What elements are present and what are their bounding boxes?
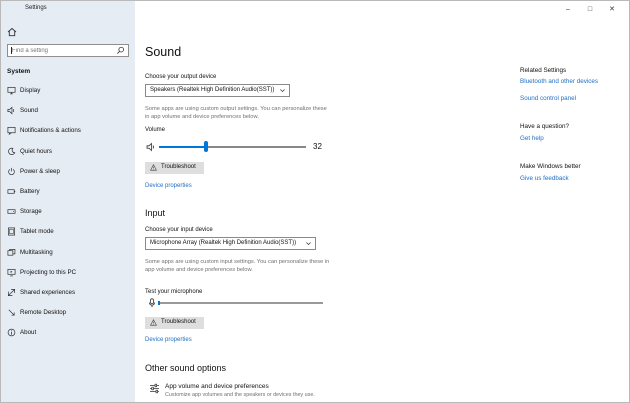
sidebar-item-label: Display — [20, 87, 41, 94]
app-volume-preferences-item[interactable] — [145, 382, 385, 402]
warning-icon — [150, 164, 157, 171]
sidebar-item-quiet-hours[interactable] — [1, 142, 135, 162]
sidebar-item-label: Tablet mode — [20, 228, 54, 236]
related-settings-heading: Related Settings — [520, 67, 567, 74]
input-device-label: Choose your input device — [145, 227, 213, 233]
equalizer-icon — [149, 383, 160, 394]
group-label-system: System — [7, 68, 31, 75]
maximize-button[interactable]: □ — [587, 5, 593, 13]
tablet-icon — [7, 227, 16, 236]
feedback-link[interactable]: Give us feedback — [520, 175, 569, 182]
sidebar-item-shared-experiences[interactable] — [1, 283, 135, 303]
sidebar-item-sound[interactable] — [1, 101, 135, 121]
chevron-down-icon — [279, 87, 286, 94]
sidebar-item-label: Storage — [20, 208, 42, 216]
output-device-properties-link[interactable]: Device properties — [145, 183, 192, 189]
search-icon[interactable] — [116, 46, 125, 55]
search-box[interactable] — [7, 44, 129, 57]
moon-icon — [7, 147, 16, 156]
input-device-value: Microphone Array (Realtek High Definition Audio(SST)) — [150, 240, 297, 246]
output-device-value: Speakers (Realtek High Definition Audio(SST)) — [150, 87, 275, 93]
sidebar-nav — [1, 81, 135, 343]
input-device-properties-link[interactable]: Device properties — [145, 337, 192, 343]
volume-label: Volume — [145, 127, 166, 133]
input-heading: Input — [145, 208, 166, 218]
volume-slider[interactable] — [159, 141, 306, 153]
projecting-icon — [7, 268, 16, 277]
sidebar-item-power-sleep[interactable] — [1, 162, 135, 182]
sidebar-item-projecting[interactable] — [1, 263, 135, 283]
make-windows-better-heading: Make Windows better — [520, 163, 581, 170]
sidebar-item-label: Multitasking — [20, 248, 53, 256]
sidebar-item-about[interactable] — [1, 323, 135, 343]
volume-thumb[interactable] — [204, 141, 208, 152]
sidebar-item-label: Sound — [20, 107, 38, 115]
sidebar-item-remote-desktop[interactable] — [1, 303, 135, 323]
notifications-icon — [7, 126, 16, 135]
sidebar — [1, 1, 135, 403]
app-volume-description: Customize app volumes and the speakers or devices they use. — [165, 392, 315, 398]
input-device-dropdown[interactable] — [145, 237, 316, 250]
sidebar-item-storage[interactable] — [1, 202, 135, 222]
sidebar-item-tablet-mode[interactable] — [1, 222, 135, 242]
sidebar-item-label: About — [20, 329, 37, 337]
sidebar-item-notifications[interactable] — [1, 121, 135, 141]
troubleshoot-label: Troubleshoot — [161, 319, 196, 325]
sidebar-item-label: Power & sleep — [20, 167, 60, 175]
shared-icon — [7, 288, 16, 297]
sound-control-panel-link[interactable]: Sound control panel — [520, 95, 577, 102]
storage-icon — [7, 207, 16, 216]
multitasking-icon — [7, 248, 16, 257]
volume-fill — [159, 146, 206, 148]
volume-value: 32 — [313, 142, 322, 151]
question-heading: Have a question? — [520, 123, 570, 130]
output-device-dropdown[interactable] — [145, 84, 290, 97]
meter-track — [158, 302, 323, 304]
app-volume-title: App volume and device preferences — [165, 383, 269, 390]
sidebar-item-display[interactable] — [1, 81, 135, 101]
sidebar-item-label: Shared experiences — [20, 288, 76, 296]
other-sound-options-heading: Other sound options — [145, 363, 227, 373]
sidebar-item-label: Battery — [20, 187, 40, 195]
troubleshoot-label: Troubleshoot — [161, 164, 196, 170]
power-icon — [7, 167, 16, 176]
warning-icon — [150, 319, 157, 326]
microphone-icon — [148, 298, 156, 308]
sidebar-item-battery[interactable] — [1, 182, 135, 202]
output-troubleshoot-button[interactable] — [145, 162, 204, 174]
bluetooth-devices-link[interactable]: Bluetooth and other devices — [520, 78, 599, 85]
main-content — [145, 1, 505, 403]
related-settings-panel — [520, 1, 625, 403]
sidebar-item-label: Remote Desktop — [20, 309, 67, 317]
sidebar-item-label: Notifications & actions — [20, 127, 81, 135]
page-title: Sound — [145, 45, 182, 59]
remote-desktop-icon — [7, 308, 16, 317]
sidebar-item-label: Quiet hours — [20, 147, 52, 155]
sidebar-item-multitasking[interactable] — [1, 243, 135, 263]
close-button[interactable]: ✕ — [609, 6, 615, 13]
sidebar-item-label: Projecting to this PC — [20, 268, 77, 276]
output-device-label: Choose your output device — [145, 74, 217, 80]
minimize-button[interactable]: – — [566, 5, 570, 13]
info-icon — [7, 328, 16, 337]
microphone-level-meter — [158, 300, 323, 306]
meter-fill — [158, 301, 160, 305]
battery-icon — [7, 187, 16, 196]
display-icon — [7, 86, 16, 95]
app-title: Settings — [25, 5, 47, 11]
chevron-down-icon — [305, 240, 312, 247]
get-help-link[interactable]: Get help — [520, 135, 544, 142]
test-microphone-label: Test your microphone — [145, 289, 203, 295]
home-icon[interactable] — [7, 27, 17, 37]
search-input[interactable] — [12, 45, 112, 56]
input-troubleshoot-button[interactable] — [145, 317, 204, 329]
speaker-icon[interactable] — [146, 142, 156, 152]
speaker-icon — [7, 106, 16, 115]
input-description: Some apps are using custom input settings. You can personalize these in app volume and device preferences below. — [145, 259, 330, 273]
output-description: Some apps are using custom output settings. You can personalize these in app volume and device preferences below. — [145, 106, 327, 120]
